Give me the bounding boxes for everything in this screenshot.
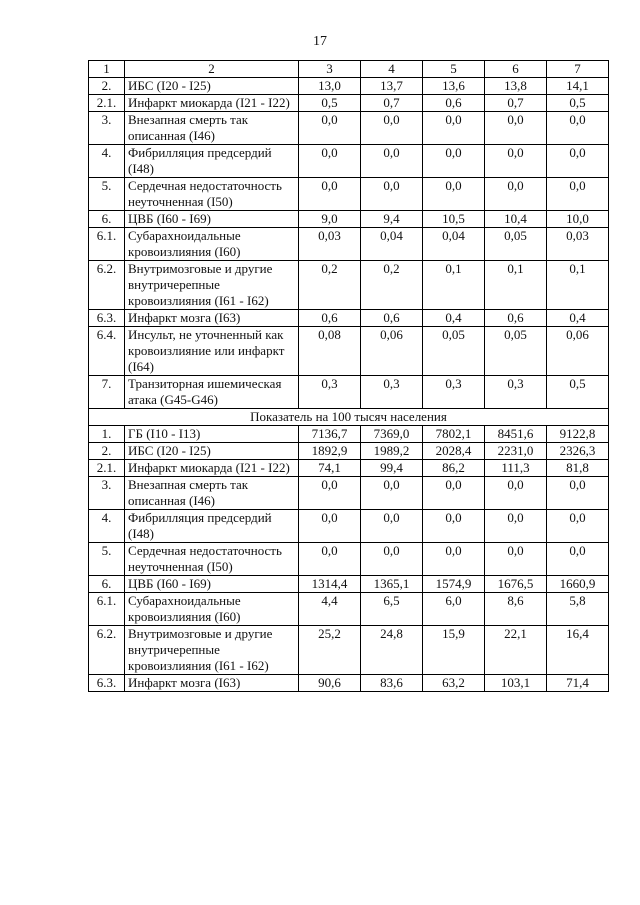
row-value: 0,3 [423, 376, 485, 409]
table-row [89, 211, 609, 228]
table-row [89, 228, 609, 261]
table-row [89, 112, 609, 145]
row-value: 1660,9 [547, 576, 609, 593]
row-value: 1314,4 [299, 576, 361, 593]
row-value: 0,5 [547, 95, 609, 112]
row-value: 8,6 [485, 593, 547, 626]
table-row [89, 95, 609, 112]
row-name: Субарахноидальные кровоизлияния (I60) [125, 228, 299, 261]
row-value: 99,4 [361, 460, 423, 477]
table-row [89, 376, 609, 409]
row-name: Сердечная недостаточность неуточненная (I50) [125, 543, 299, 576]
row-value: 0,0 [423, 145, 485, 178]
row-value: 0,04 [361, 228, 423, 261]
row-value: 0,0 [423, 112, 485, 145]
row-value: 0,7 [485, 95, 547, 112]
row-value: 81,8 [547, 460, 609, 477]
row-value: 0,3 [299, 376, 361, 409]
row-value: 0,0 [485, 112, 547, 145]
row-name: ГБ (I10 - I13) [125, 426, 299, 443]
row-value: 10,4 [485, 211, 547, 228]
row-value: 0,5 [299, 95, 361, 112]
row-value: 83,6 [361, 675, 423, 692]
row-value: 1676,5 [485, 576, 547, 593]
row-value: 16,4 [547, 626, 609, 675]
row-value: 2028,4 [423, 443, 485, 460]
row-value: 0,0 [299, 112, 361, 145]
row-value: 6,0 [423, 593, 485, 626]
row-number: 2.1. [89, 95, 125, 112]
header-cell: 2 [125, 61, 299, 78]
row-value: 0,5 [547, 376, 609, 409]
row-value: 9122,8 [547, 426, 609, 443]
row-value: 0,6 [299, 310, 361, 327]
row-number: 4. [89, 145, 125, 178]
header-cell: 3 [299, 61, 361, 78]
row-value: 0,2 [361, 261, 423, 310]
row-value: 0,0 [361, 178, 423, 211]
row-value: 0,7 [361, 95, 423, 112]
row-value: 9,0 [299, 211, 361, 228]
row-value: 0,0 [547, 145, 609, 178]
row-number: 1. [89, 426, 125, 443]
row-name: ИБС (I20 - I25) [125, 78, 299, 95]
row-value: 0,0 [423, 543, 485, 576]
row-name: Инфаркт мозга (I63) [125, 310, 299, 327]
row-value: 0,3 [361, 376, 423, 409]
row-value: 1365,1 [361, 576, 423, 593]
row-number: 2. [89, 78, 125, 95]
row-value: 9,4 [361, 211, 423, 228]
table-row [89, 78, 609, 95]
row-value: 74,1 [299, 460, 361, 477]
row-value: 2231,0 [485, 443, 547, 460]
row-value: 7369,0 [361, 426, 423, 443]
row-value: 0,0 [361, 112, 423, 145]
table-row [89, 593, 609, 626]
table-row [89, 327, 609, 376]
row-value: 0,0 [361, 145, 423, 178]
row-value: 8451,6 [485, 426, 547, 443]
row-name: ЦВБ (I60 - I69) [125, 211, 299, 228]
row-value: 0,03 [547, 228, 609, 261]
row-number: 7. [89, 376, 125, 409]
row-value: 0,0 [361, 510, 423, 543]
header-cell: 6 [485, 61, 547, 78]
row-value: 111,3 [485, 460, 547, 477]
row-value: 0,0 [299, 510, 361, 543]
row-value: 0,0 [547, 477, 609, 510]
row-number: 6.4. [89, 327, 125, 376]
row-value: 0,0 [299, 543, 361, 576]
row-value: 0,4 [547, 310, 609, 327]
row-value: 0,0 [485, 178, 547, 211]
table-row [89, 426, 609, 443]
row-value: 0,05 [423, 327, 485, 376]
row-value: 0,0 [547, 543, 609, 576]
table-row [89, 261, 609, 310]
row-name: Инфаркт мозга (I63) [125, 675, 299, 692]
row-name: Фибрилляция предсердий (I48) [125, 510, 299, 543]
row-value: 0,2 [299, 261, 361, 310]
row-name: Фибрилляция предсердий (I48) [125, 145, 299, 178]
row-value: 0,3 [485, 376, 547, 409]
row-value: 86,2 [423, 460, 485, 477]
row-number: 6.2. [89, 261, 125, 310]
row-value: 4,4 [299, 593, 361, 626]
row-number: 6.2. [89, 626, 125, 675]
row-value: 0,06 [547, 327, 609, 376]
header-cell: 7 [547, 61, 609, 78]
section-title: Показатель на 100 тысяч населения [89, 409, 609, 426]
header-cell: 4 [361, 61, 423, 78]
row-number: 4. [89, 510, 125, 543]
row-value: 0,0 [547, 510, 609, 543]
table-row [89, 460, 609, 477]
row-value: 0,05 [485, 228, 547, 261]
row-value: 0,6 [361, 310, 423, 327]
row-value: 24,8 [361, 626, 423, 675]
row-value: 14,1 [547, 78, 609, 95]
row-value: 10,5 [423, 211, 485, 228]
row-value: 63,2 [423, 675, 485, 692]
row-value: 0,0 [423, 477, 485, 510]
row-value: 15,9 [423, 626, 485, 675]
row-number: 2. [89, 443, 125, 460]
row-value: 0,6 [423, 95, 485, 112]
row-value: 0,0 [485, 145, 547, 178]
row-value: 0,0 [299, 477, 361, 510]
row-number: 6. [89, 211, 125, 228]
table-row [89, 443, 609, 460]
row-number: 3. [89, 112, 125, 145]
row-value: 25,2 [299, 626, 361, 675]
row-value: 1892,9 [299, 443, 361, 460]
row-value: 13,6 [423, 78, 485, 95]
row-value: 7136,7 [299, 426, 361, 443]
row-value: 6,5 [361, 593, 423, 626]
header-cell: 5 [423, 61, 485, 78]
row-value: 0,0 [485, 510, 547, 543]
row-value: 0,6 [485, 310, 547, 327]
row-value: 0,05 [485, 327, 547, 376]
row-name: ИБС (I20 - I25) [125, 443, 299, 460]
row-name: Внутримозговые и другие внутричерепные кровоизлияния (I61 - I62) [125, 626, 299, 675]
row-value: 0,0 [485, 477, 547, 510]
row-value: 22,1 [485, 626, 547, 675]
row-value: 0,0 [361, 477, 423, 510]
row-value: 0,03 [299, 228, 361, 261]
row-number: 6.3. [89, 675, 125, 692]
row-name: Транзиторная ишемическая атака (G45-G46) [125, 376, 299, 409]
row-value: 103,1 [485, 675, 547, 692]
row-value: 2326,3 [547, 443, 609, 460]
row-name: Внутримозговые и другие внутричерепные кровоизлияния (I61 - I62) [125, 261, 299, 310]
row-value: 0,1 [547, 261, 609, 310]
row-value: 1574,9 [423, 576, 485, 593]
row-number: 6.3. [89, 310, 125, 327]
row-value: 13,0 [299, 78, 361, 95]
row-name: Сердечная недостаточность неуточненная (I50) [125, 178, 299, 211]
row-number: 3. [89, 477, 125, 510]
row-number: 5. [89, 178, 125, 211]
table-row [89, 477, 609, 510]
row-name: Субарахноидальные кровоизлияния (I60) [125, 593, 299, 626]
row-value: 0,06 [361, 327, 423, 376]
table-row [89, 510, 609, 543]
row-number: 6.1. [89, 593, 125, 626]
row-number: 6.1. [89, 228, 125, 261]
table-row [89, 626, 609, 675]
row-name: Инфаркт миокарда (I21 - I22) [125, 460, 299, 477]
row-value: 13,7 [361, 78, 423, 95]
row-value: 13,8 [485, 78, 547, 95]
table-row [89, 310, 609, 327]
row-value: 5,8 [547, 593, 609, 626]
row-value: 0,04 [423, 228, 485, 261]
statistics-table [88, 60, 609, 692]
row-value: 0,0 [547, 112, 609, 145]
header-row [89, 61, 609, 78]
table-row [89, 576, 609, 593]
header-cell: 1 [89, 61, 125, 78]
row-value: 0,1 [423, 261, 485, 310]
row-number: 6. [89, 576, 125, 593]
page-number: 17 [313, 34, 327, 49]
row-value: 10,0 [547, 211, 609, 228]
row-value: 0,0 [299, 145, 361, 178]
row-value: 0,0 [423, 510, 485, 543]
table-row [89, 675, 609, 692]
row-value: 0,1 [485, 261, 547, 310]
row-value: 0,4 [423, 310, 485, 327]
row-value: 0,0 [299, 178, 361, 211]
row-number: 2.1. [89, 460, 125, 477]
row-name: Инсульт, не уточненный как кровоизлияние или инфаркт (I64) [125, 327, 299, 376]
row-name: Внезапная смерть так описанная (I46) [125, 477, 299, 510]
table-row [89, 543, 609, 576]
table-row [89, 145, 609, 178]
row-value: 7802,1 [423, 426, 485, 443]
row-value: 1989,2 [361, 443, 423, 460]
row-value: 90,6 [299, 675, 361, 692]
row-name: ЦВБ (I60 - I69) [125, 576, 299, 593]
row-value: 0,0 [361, 543, 423, 576]
row-name: Внезапная смерть так описанная (I46) [125, 112, 299, 145]
table-row [89, 178, 609, 211]
row-number: 5. [89, 543, 125, 576]
row-value: 0,08 [299, 327, 361, 376]
row-value: 0,0 [485, 543, 547, 576]
row-value: 0,0 [423, 178, 485, 211]
row-name: Инфаркт миокарда (I21 - I22) [125, 95, 299, 112]
section-row [89, 409, 609, 426]
row-value: 71,4 [547, 675, 609, 692]
row-value: 0,0 [547, 178, 609, 211]
